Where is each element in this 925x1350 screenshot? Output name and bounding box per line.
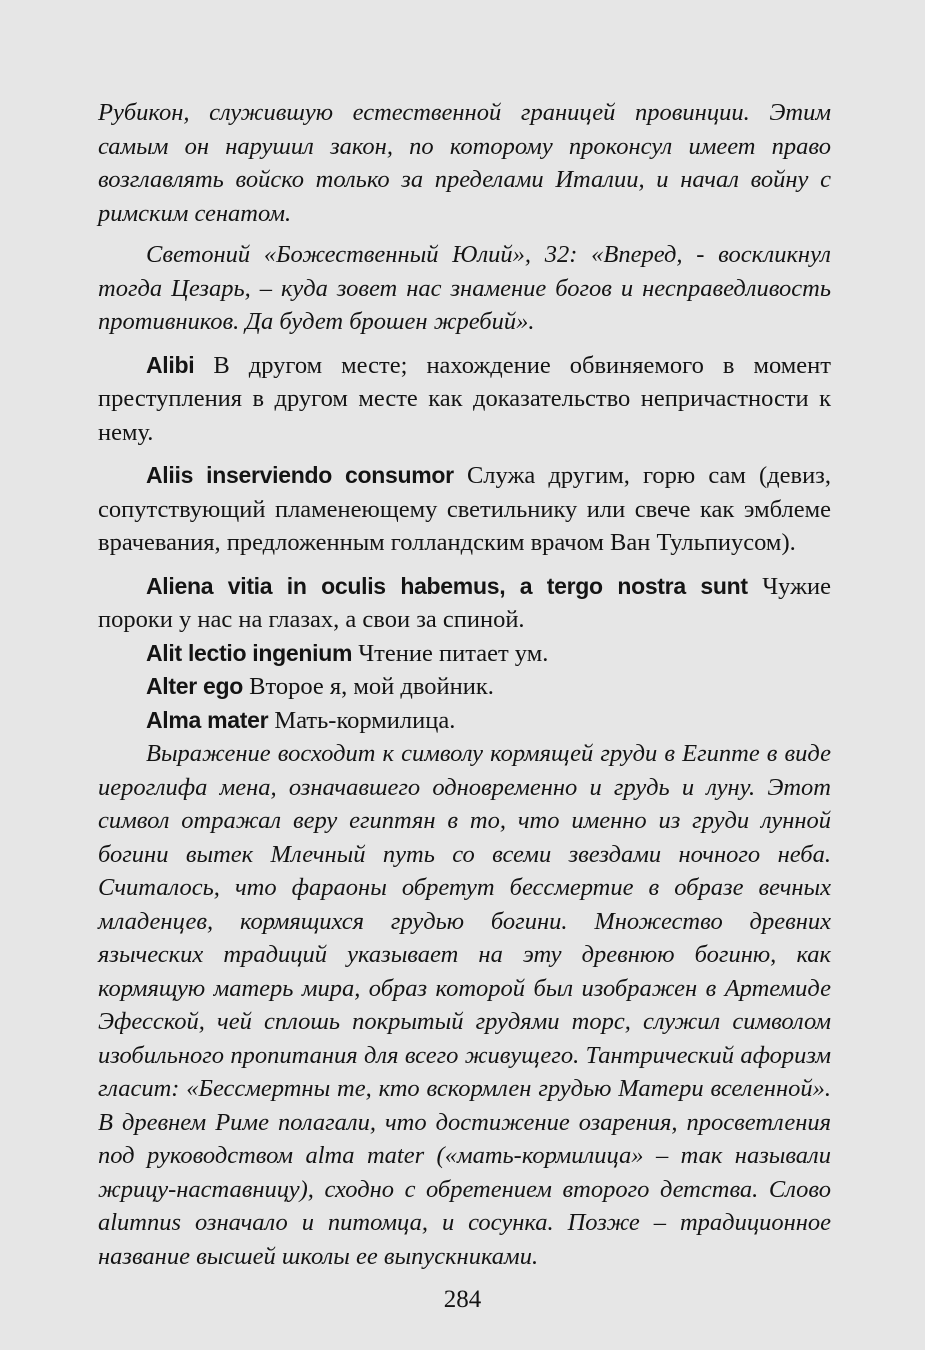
paragraph-rubicon xyxy=(98,96,831,230)
entry-term: Alma mater xyxy=(146,706,269,733)
entry-alma-mater xyxy=(98,704,831,738)
entry-definition: Второе я, мой двойник. xyxy=(242,673,494,700)
entry-definition: Чтение питает ум. xyxy=(352,639,549,667)
paragraph-suetonius-quote xyxy=(98,238,831,339)
entry-term: Aliis inserviendo consumor xyxy=(146,462,454,488)
entry-term: Alit lectio ingenium xyxy=(146,639,353,666)
entry-alter-ego xyxy=(98,670,831,704)
entry-alit-lectio xyxy=(98,637,831,671)
text-block-top xyxy=(98,96,831,1273)
entry-aliena-vitia xyxy=(98,570,831,637)
page-number: 284 xyxy=(443,1286,482,1313)
entry-term: Aliena vitia in oculis habemus, a tergo nostra sunt xyxy=(146,572,748,599)
entry-definition: В другом месте; нахождение обвиняемого в момент преступления в другом месте как доказательство непричастности к нему. xyxy=(98,351,831,446)
entry-term: Alibi xyxy=(146,351,195,378)
paragraph-alma-mater-commentary xyxy=(98,737,831,1273)
entry-aliis-inserviendo xyxy=(98,459,831,560)
entry-alibi xyxy=(98,349,831,450)
paragraph-text: Светоний «Божественный Юлий», 32: «Вперед, - воскликнул тогда Цезарь, – куда зовет нас знамение богов и несправедливость противников. Да будет брошен жребий». xyxy=(98,241,831,335)
entry-definition: Мать-кормилица. xyxy=(268,706,456,734)
paragraph-text: Выражение восходит к символу кормящей груди в Египте в виде иероглифа мена, означавшего одновременно и грудь и луну. Этот символ отражал веру египтян в то, что именно из груди лунной богини вытек Млечный путь со всеми звездами ночного неба. Считалось, что фараоны обретут бессмертие в образе вечных младенцев, кормящихся грудью богини. Множество древних языческих традиций указывает на эту древнюю богиню, как кормящую матерь мира, образ которой был изображен в Артемиде Эфесской, чей сплошь покрытый грудями торс, служил символом изобильного пропитания для всего живущего. Тантрический афоризм гласит: «Бессмертны те, кто вскормлен грудью Матери вселенной». В древнем Риме полагали, что достижение озарения, просветления под руководством alma mater («мать-кормилица» – так называли жрицу-наставницу), сходно с обретением второго детства. Слово alumnus означало и питомца, и сосунка. Позже – традиционное название высшей школы ее выпускниками. xyxy=(98,740,831,1270)
paragraph-text: Рубикон, служившую естественной границей провинции. Этим самым он нарушил закон, по которому проконсул имеет право возглавлять войско только за пределами Италии, и начал войну с римским сенатом. xyxy=(98,99,831,227)
entry-term: Alter ego xyxy=(146,673,243,699)
entry-definition: Чужие пороки у нас на глазах, а свои за спиной. xyxy=(98,572,832,633)
entry-definition: Служа другим, горю сам (девиз, сопутствующий пламенеющему светильнику или свече как эмблеме врачевания, предложенным голландским врачом Ван Тульпиусом). xyxy=(98,462,831,556)
